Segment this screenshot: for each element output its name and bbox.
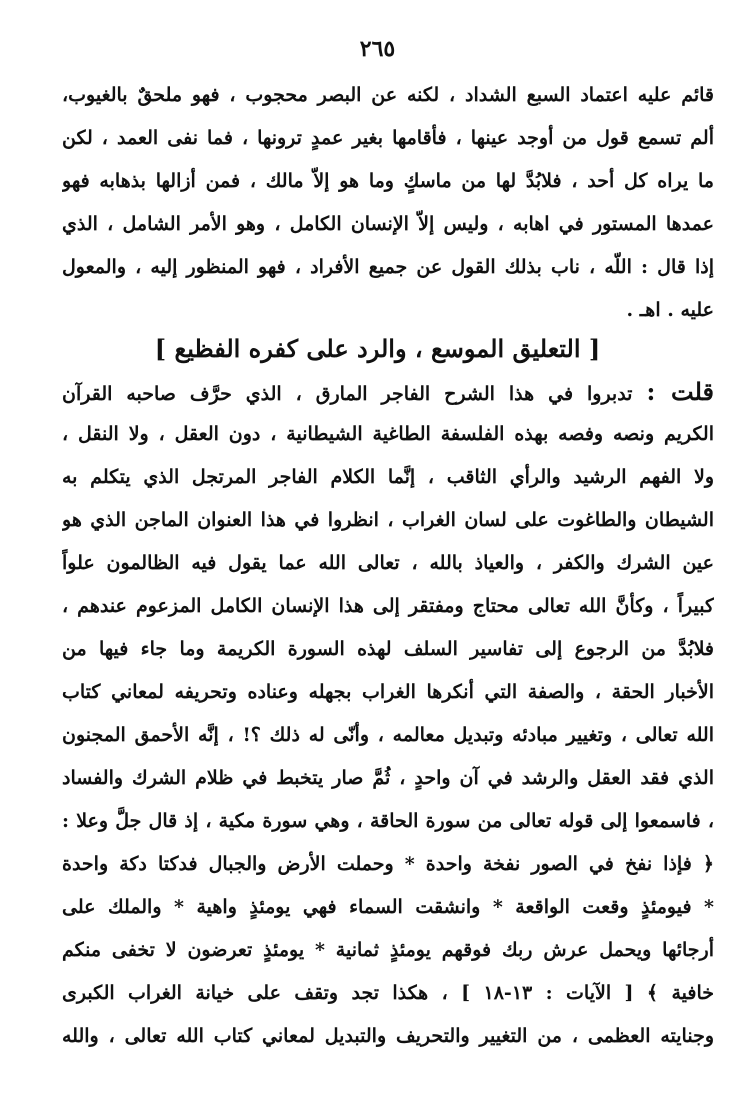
text-line: ألم تسمع قول من أوجد عينها ، فأقامها بغير عمدٍ ترونها ، فما نفى العمد ، لكن: [62, 127, 714, 149]
first-line-text: تدبروا في هذا الشرح الفاجر المارق ، الذي حرَّف صاحبه القرآن: [62, 383, 647, 405]
text-line: الله تعالى ، وتغيير مبادئه وتبديل معالمه ، وأنّى له ذلك ؟! ، إنَّه الأحمق المجنون: [62, 724, 714, 746]
text-line-first: [62, 370, 714, 413]
commentary-paragraph: [62, 370, 714, 1058]
text-line: عين الشرك والكفر ، والعياذ بالله ، تعالى الله عما يقول فيه الظالمون علواً: [62, 552, 714, 574]
text-line: ما يراه كل أحد ، فلابُدَّ لها من ماسكٍ وما هو إلاّ مالك ، فمن أزالها بذهابه فهو: [62, 170, 714, 192]
intro-paragraph: [62, 74, 714, 332]
text-line: الشيطان والطاغوت على لسان الغراب ، انظروا في هذا العنوان الماجن الذي هو: [62, 509, 714, 531]
text-line: إذا قال : اللّه ، ناب بذلك القول عن جميع الأفراد ، فهو المنظور إليه ، والمعول: [62, 256, 714, 278]
text-line: وجنايته العظمى ، من التغيير والتحريف والتبديل لمعاني كتاب الله تعالى ، والله: [62, 1025, 714, 1047]
text-line: الكريم ونصه وفصه بهذه الفلسفة الطاغية الشيطانية ، دون العقل ، ولا النقل ،: [62, 423, 714, 445]
text-line: خافية ﴾ [ الآيات : ١٣-١٨ ] ، هكذا تجد وتقف على خيانة الغراب الكبرى: [62, 982, 714, 1004]
quran-verse-line: أرجائها ويحمل عرش ربك فوقهم يومئذٍ ثمانية * يومئذٍ تعرضون لا تخفى منكم: [62, 939, 714, 961]
page-number: ٢٦٥: [359, 36, 396, 62]
text-line: عليه . اهـ .: [626, 299, 714, 321]
text-line: الأخبار الحقة ، والصفة التي أنكرها الغراب بجهله وعناده وتحريفه لمعاني كتاب: [62, 681, 714, 703]
text-line: ، فاسمعوا إلى قوله تعالى من سورة الحاقة ، وهي سورة مكية ، إذ قال جلَّ وعلا :: [62, 810, 714, 832]
text-line: عمدها المستور في اهابه ، وليس إلاّ الإنسان الكامل ، وهو الأمر الشامل ، الذي: [62, 213, 714, 235]
text-line: قائم عليه اعتماد السبع الشداد ، لكنه عن البصر محجوب ، فهو ملحقٌ بالغيوب،: [62, 84, 714, 106]
section-heading: [ التعليق الموسع ، والرد على كفره الفظيع ]: [154, 334, 601, 363]
text-line: ولا الفهم الرشيد والرأي الثاقب ، إنَّما الكلام الفاجر المرتجل الذي يتكلم به: [62, 466, 714, 488]
text-line: الذي فقد العقل والرشد في آن واحدٍ ، ثُمَّ صار يتخبط في ظلام الشرك والفساد: [62, 767, 714, 789]
lead-word: قلت :: [646, 377, 714, 406]
quran-verse-line: * فيومئذٍ وقعت الواقعة * وانشقت السماء فهي يومئذٍ واهية * والملك على: [62, 896, 714, 918]
text-line: فلابُدَّ من الرجوع إلى تفاسير السلف لهذه السورة الكريمة وما جاء فيها من: [62, 638, 714, 660]
text-line: كبيراً ، وكأنَّ الله تعالى محتاج ومفتقر إلى هذا الإنسان الكامل المزعوم عندهم ،: [62, 595, 714, 617]
quran-verse-line: ﴿ فإذا نفخ في الصور نفخة واحدة * وحملت الأرض والجبال فدكتا دكة واحدة: [62, 853, 714, 875]
